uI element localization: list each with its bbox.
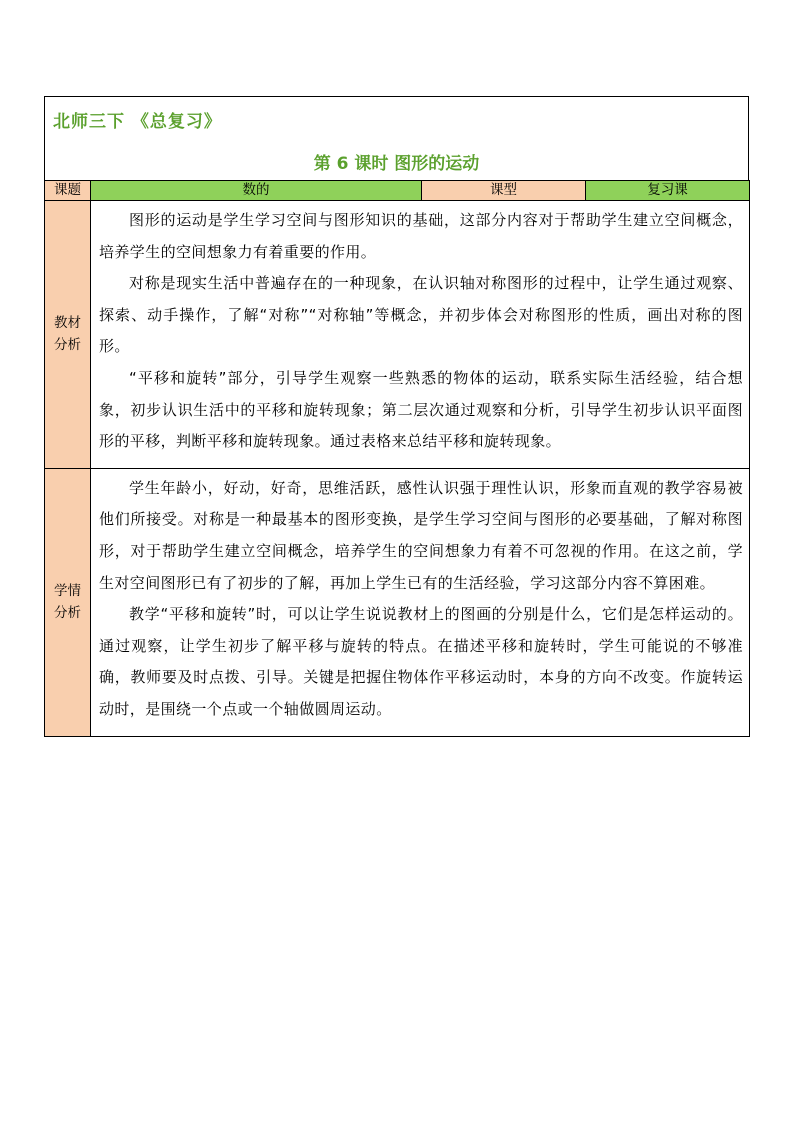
lesson-plan-page bbox=[44, 96, 749, 737]
topic-value: 数的 bbox=[91, 181, 422, 201]
label-line: 分析 bbox=[54, 605, 81, 622]
label-line: 教材 bbox=[54, 315, 81, 332]
textbook-analysis-content bbox=[91, 201, 750, 469]
student-analysis-label bbox=[45, 468, 91, 736]
paragraph: 学生年龄小，好动，好奇，思维活跃，感性认识强于理性认识，形象而直观的教学容易被他们所接受。对称是一种最基本的图形变换，是学生学习空间与图形的必要基础，了解对称图形，对于帮助学生建立空间概念，培养学生的空间想象力有着不可忽视的作用。在这之前，学生对空间图形已有了初步的了解，再加上学生已有的生活经验，学习这部分内容不算困难。 bbox=[99, 478, 743, 592]
lesson-table bbox=[44, 180, 750, 737]
topic-label: 课题 bbox=[45, 181, 91, 201]
series-title: 北师三下 《总复习》 bbox=[53, 112, 222, 132]
textbook-analysis-label bbox=[45, 201, 91, 469]
meta-row bbox=[45, 181, 750, 201]
student-analysis-row bbox=[45, 468, 750, 736]
lesson-title: 第 6 课时 图形的运动 bbox=[313, 154, 480, 174]
label-line: 分析 bbox=[54, 337, 81, 354]
student-analysis-content bbox=[91, 468, 750, 736]
paragraph: 对称是现实生活中普遍存在的一种现象，在认识轴对称图形的过程中，让学生通过观察、探索、动手操作，了解“对称”“对称轴”等概念，并初步体会对称图形的性质，画出对称的图形。 bbox=[99, 274, 743, 356]
type-label: 课型 bbox=[422, 181, 586, 201]
textbook-analysis-row bbox=[45, 201, 750, 469]
paragraph: 图形的运动是学生学习空间与图形知识的基础，这部分内容对于帮助学生建立空间概念，培养学生的空间想象力有着重要的作用。 bbox=[99, 211, 743, 261]
label-line: 学情 bbox=[54, 583, 81, 600]
type-value: 复习课 bbox=[586, 181, 750, 201]
paragraph: “平移和旋转”部分，引导学生观察一些熟悉的物体的运动，联系实际生活经验，结合想象，初步认识生活中的平移和旋转现象；第二层次通过观察和分析，引导学生初步认识平面图形的平移，判断平移和旋转现象。通过表格来总结平移和旋转现象。 bbox=[99, 368, 743, 451]
paragraph: 教学“平移和旋转”时，可以让学生说说教材上的图画的分别是什么，它们是怎样运动的。通过观察，让学生初步了解平移与旋转的特点。在描述平移和旋转时，学生可能说的不够准确，教师要及时点拨、引导。关键是把握住物体作平移运动时，本身的方向不改变。作旋转运动时，是围绕一个点或一个轴做圆周运动。 bbox=[99, 605, 743, 718]
header-box bbox=[44, 96, 749, 180]
